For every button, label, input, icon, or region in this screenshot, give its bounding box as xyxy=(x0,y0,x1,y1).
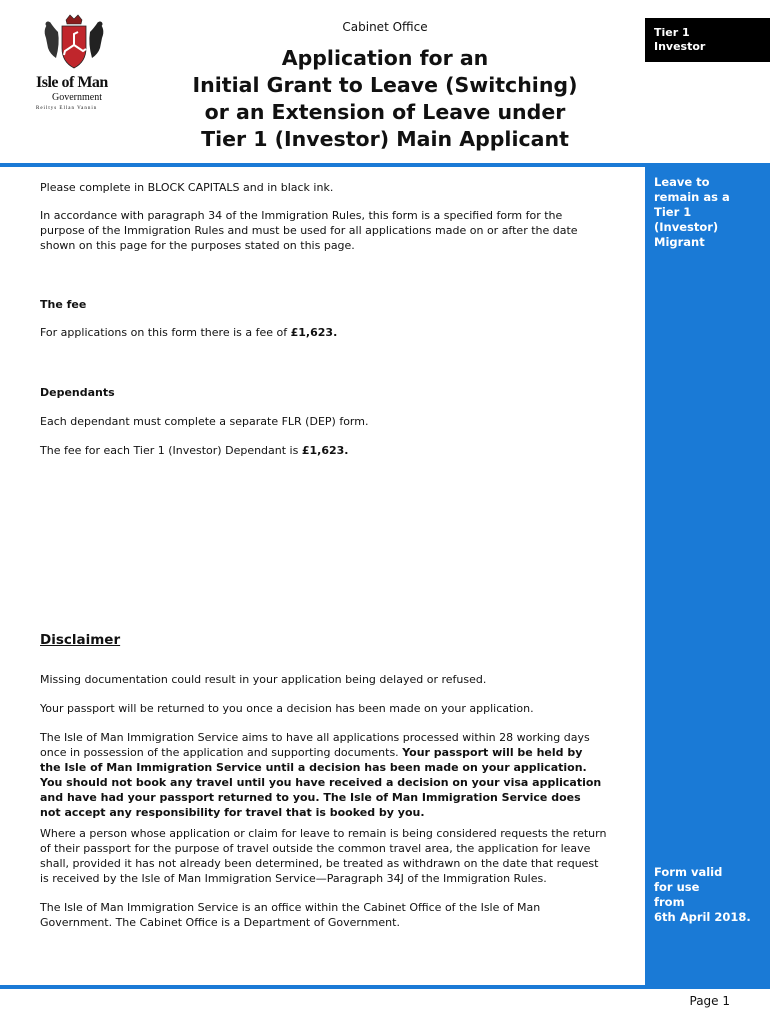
sidebar xyxy=(645,167,770,989)
title-line: Application for an xyxy=(281,46,489,70)
sidebar-category xyxy=(654,175,764,250)
dependants-heading: Dependants xyxy=(40,386,115,399)
sidebar-line: from xyxy=(654,895,685,909)
intro-line: shown on this page for the purposes stated on this page. xyxy=(40,239,355,252)
disclaimer-section xyxy=(40,633,630,930)
disclaimer-line-normal: once in possession of the application and supporting documents. xyxy=(40,746,403,759)
page-number: Page 1 xyxy=(689,994,730,1008)
sidebar-line: (Investor) xyxy=(654,220,719,234)
disclaimer-line: Where a person whose application or claim for leave to remain is being considered requests the return xyxy=(40,827,607,840)
fee-heading: The fee xyxy=(40,298,87,311)
department-label: Cabinet Office xyxy=(342,20,428,34)
intro-instruction: Please complete in BLOCK CAPITALS and in black ink. xyxy=(40,181,334,194)
disclaimer-heading: Disclaimer xyxy=(40,632,121,648)
sidebar-line: remain as a xyxy=(654,190,730,204)
sidebar-validity xyxy=(654,865,768,925)
tier-badge-line: Investor xyxy=(654,40,706,53)
title-line: Initial Grant to Leave (Switching) xyxy=(192,73,578,97)
tier-badge-line: Tier 1 xyxy=(654,26,690,39)
title-line: or an Extension of Leave under xyxy=(204,100,566,124)
disclaimer-line: shall, provided it has not already been determined, be treated as withdrawn on the date that request xyxy=(40,857,599,870)
sidebar-line: Leave to xyxy=(654,175,710,189)
disclaimer-bold-line: You should not book any travel until you have received a decision on your visa application xyxy=(40,776,602,789)
disclaimer-bold-line: and have had your passport returned to you. The Isle of Man Immigration Service does xyxy=(40,791,581,804)
logo-tagline: Reiltys Ellan Vannin xyxy=(36,106,98,111)
sidebar-line: Migrant xyxy=(654,235,705,249)
footer-divider xyxy=(0,985,770,989)
intro-line: purpose of the Immigration Rules and must be used for all applications made on or after the date xyxy=(40,224,578,237)
page-title xyxy=(160,45,610,153)
disclaimer-text: Missing documentation could result in your application being delayed or refused. xyxy=(40,673,487,686)
sidebar-line: Tier 1 xyxy=(654,205,692,219)
dependants-fee-label: The fee for each Tier 1 (Investor) Dependant is xyxy=(40,444,302,457)
dependants-fee xyxy=(40,443,630,458)
disclaimer-line: Government. The Cabinet Office is a Department of Government. xyxy=(40,916,400,929)
fee-amount: £1,623. xyxy=(290,326,338,339)
logo-name: Isle of Man xyxy=(36,74,108,91)
tier-badge xyxy=(645,18,770,62)
disclaimer-line: is received by the Isle of Man Immigration Service—Paragraph 34J of the Immigration Rules. xyxy=(40,872,547,885)
fee-text-label: For applications on this form there is a fee of xyxy=(40,326,291,339)
sidebar-line: 6th April 2018. xyxy=(654,910,751,924)
disclaimer-line: The Isle of Man Immigration Service is an office within the Cabinet Office of the Isle of Man xyxy=(40,901,541,914)
disclaimer-line-bold: Your passport will be held by xyxy=(402,746,583,759)
dependants-section xyxy=(40,385,630,458)
dependants-text: Each dependant must complete a separate FLR (DEP) form. xyxy=(40,415,369,428)
disclaimer-line: of their passport for the purpose of travel outside the common travel area, the application for leave xyxy=(40,842,591,855)
disclaimer-bold-line: the Isle of Man Immigration Service until a decision has been made on your application. xyxy=(40,761,587,774)
intro-section xyxy=(40,180,630,253)
sidebar-line: Form valid xyxy=(654,865,723,879)
disclaimer-bold-line: not accept any responsibility for travel that is booked by you. xyxy=(40,806,425,819)
disclaimer-text: Your passport will be returned to you once a decision has been made on your application. xyxy=(40,702,534,715)
logo-subtitle: Government xyxy=(52,92,102,103)
fee-text xyxy=(40,325,630,340)
disclaimer-line: The Isle of Man Immigration Service aims to have all applications processed within 28 working days xyxy=(40,731,590,744)
title-line: Tier 1 (Investor) Main Applicant xyxy=(201,127,569,151)
disclaimer-line xyxy=(40,745,630,760)
dependants-fee-amount: £1,623. xyxy=(301,444,349,457)
fee-section xyxy=(40,297,630,340)
intro-line: In accordance with paragraph 34 of the Immigration Rules, this form is a specified form for the xyxy=(40,209,563,222)
sidebar-line: for use xyxy=(654,880,700,894)
